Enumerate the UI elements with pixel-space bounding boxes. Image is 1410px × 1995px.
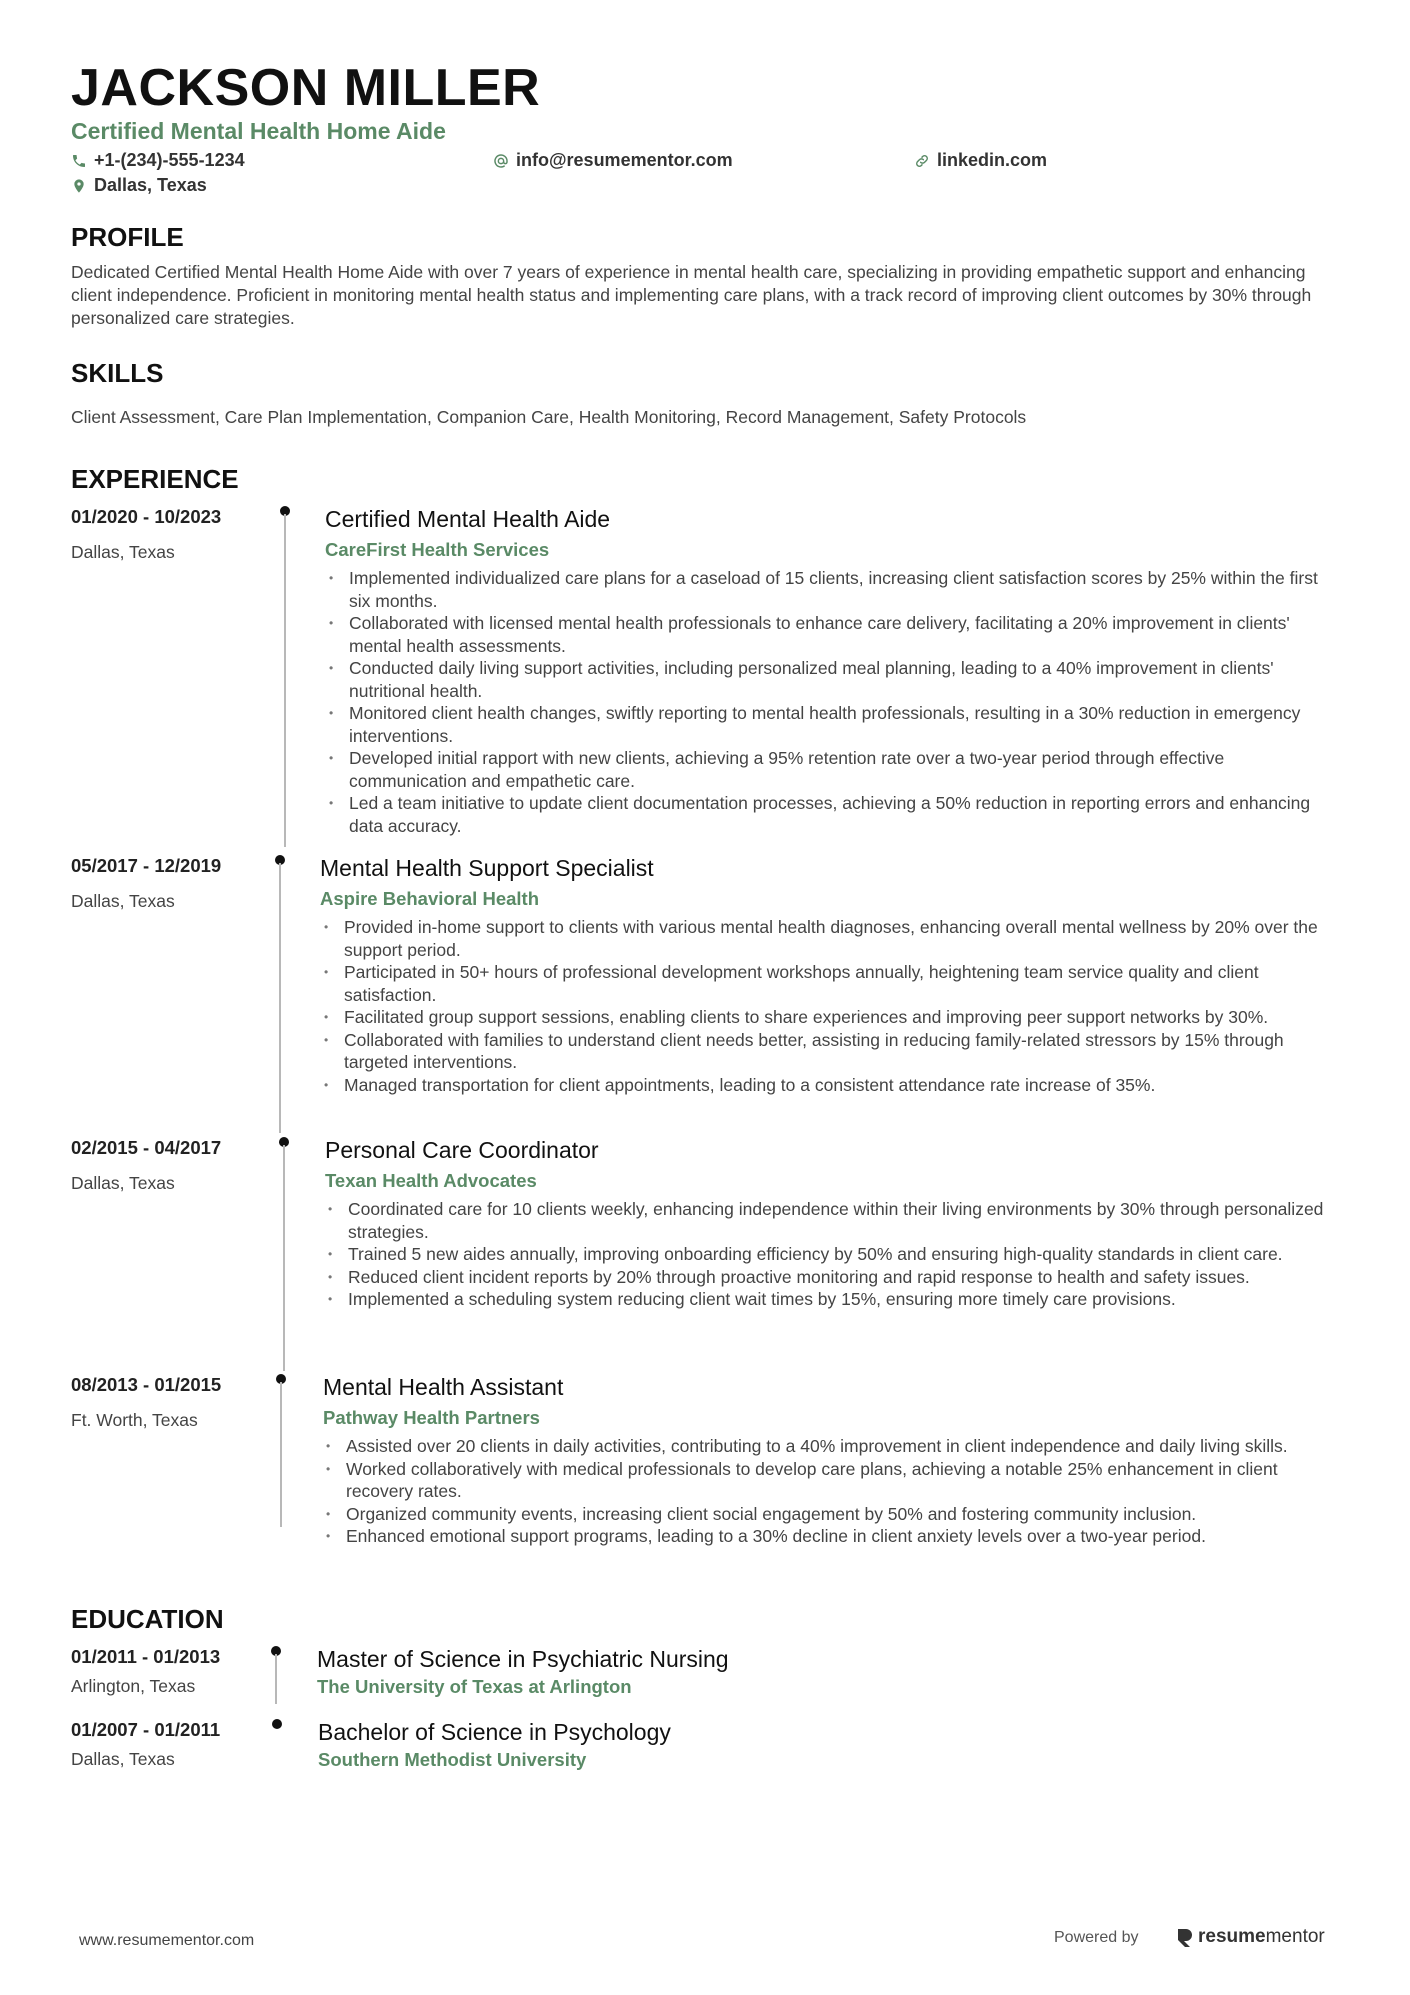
education-school: Southern Methodist University — [318, 1749, 587, 1770]
list-item: • Implemented individualized care plans for a caseload of 15 clients, increasing client satisfaction scores by 25% within the first six months. — [327, 567, 1327, 612]
education-school: The University of Texas at Arlington — [317, 1676, 632, 1697]
job-dates: 08/2013 - 01/2015 — [71, 1374, 222, 1395]
linkedin-contact[interactable] — [914, 150, 1047, 171]
job-company: CareFirst Health Services — [325, 539, 550, 560]
job-location: Dallas, Texas — [71, 542, 175, 562]
profile-heading: PROFILE — [71, 222, 184, 252]
job-location: Ft. Worth, Texas — [71, 1410, 198, 1430]
phone-text: +1-(234)-555-1234 — [94, 150, 245, 170]
email-text: info@resumementor.com — [516, 150, 733, 170]
list-item: • Monitored client health changes, swiftly reporting to mental health professionals, resulting in a 30% reduction in emergency interventions. — [327, 702, 1327, 747]
job-location: Dallas, Texas — [71, 1173, 175, 1193]
job-role: Personal Care Coordinator — [325, 1137, 599, 1163]
job-company: Aspire Behavioral Health — [320, 888, 539, 909]
education-heading: EDUCATION — [71, 1604, 224, 1634]
list-item: • Provided in-home support to clients with various mental health diagnoses, enhancing overall mental wellness by 20% over the support period. — [322, 916, 1322, 961]
timeline-line — [279, 863, 281, 1133]
list-item: • Developed initial rapport with new clients, achieving a 95% retention rate over a two-year period through effective communication and empathetic care. — [327, 747, 1327, 792]
timeline-line — [280, 1382, 282, 1527]
job-location: Dallas, Texas — [71, 891, 175, 911]
job-dates: 05/2017 - 12/2019 — [71, 855, 222, 876]
list-item: • Implemented a scheduling system reducing client wait times by 15%, ensuring more timely care provisions. — [326, 1288, 1326, 1311]
logo-text-bold: resume — [1198, 1926, 1266, 1947]
phone-contact[interactable] — [71, 150, 245, 171]
list-item: • Trained 5 new aides annually, improving onboarding efficiency by 50% and ensuring high-quality standards in client care. — [326, 1243, 1326, 1266]
timeline-line — [284, 514, 286, 847]
job-role: Certified Mental Health Aide — [325, 506, 611, 532]
list-item: • Led a team initiative to update client documentation processes, achieving a 50% reduction in reporting errors and enhancing data accuracy. — [327, 792, 1327, 837]
job-dates: 01/2020 - 10/2023 — [71, 506, 222, 527]
profile-text: Dedicated Certified Mental Health Home Aide with over 7 years of experience in mental health care, specializing in providing empathetic support and enhancing client independence. Proficient in monitoring mental health status and implementing care plans, with a track record of improving client outcomes by 30% through personalized care strategies. — [71, 262, 1312, 328]
linkedin-text: linkedin.com — [937, 150, 1048, 170]
timeline-line — [275, 1654, 277, 1704]
logo-text-light: mentor — [1265, 1926, 1325, 1947]
education-location: Dallas, Texas — [71, 1749, 175, 1769]
list-item: • Collaborated with families to understand client needs better, assisting in reducing family-related stressors by 15% through targeted interventions. — [322, 1029, 1322, 1074]
education-location: Arlington, Texas — [71, 1676, 196, 1696]
list-item: • Worked collaboratively with medical professionals to develop care plans, achieving a notable 25% enhancement in client recovery rates. — [324, 1458, 1334, 1503]
job-role: Mental Health Support Specialist — [320, 855, 654, 881]
experience-heading: EXPERIENCE — [71, 464, 239, 494]
education-degree: Master of Science in Psychiatric Nursing — [317, 1646, 729, 1672]
list-item: • Facilitated group support sessions, enabling clients to share experiences and improving peer support networks by 30%. — [322, 1006, 1322, 1029]
powered-by-text: Powered by — [1054, 1929, 1139, 1946]
logo-mark-icon — [1176, 1927, 1194, 1947]
at-icon — [493, 153, 509, 169]
education-dates: 01/2011 - 01/2013 — [71, 1646, 221, 1667]
list-item: • Managed transportation for client appointments, leading to a consistent attendance rate increase of 35%. — [322, 1074, 1322, 1097]
job-company: Pathway Health Partners — [323, 1407, 540, 1428]
map-pin-icon — [71, 178, 87, 194]
education-degree: Bachelor of Science in Psychology — [318, 1719, 671, 1745]
location-contact — [71, 175, 207, 196]
job-bullets — [322, 916, 1322, 1096]
location-text: Dallas, Texas — [94, 175, 207, 195]
list-item: • Assisted over 20 clients in daily activities, contributing to a 40% improvement in client independence and daily living skills. — [324, 1435, 1334, 1458]
contact-info — [71, 150, 1351, 202]
skills-heading: SKILLS — [71, 358, 164, 388]
candidate-name: JACKSON MILLER — [71, 59, 541, 117]
timeline-line — [283, 1145, 285, 1371]
footer-website[interactable]: www.resumementor.com — [79, 1932, 255, 1949]
skills-text: Client Assessment, Care Plan Implementation, Companion Care, Health Monitoring, Record Management, Safety Protocols — [71, 407, 1027, 427]
list-item: • Organized community events, increasing client social engagement by 50% and fostering community inclusion. — [324, 1503, 1334, 1526]
education-dates: 01/2007 - 01/2011 — [71, 1719, 221, 1740]
phone-icon — [71, 153, 87, 169]
list-item: • Enhanced emotional support programs, leading to a 30% decline in client anxiety levels over a two-year period. — [324, 1525, 1334, 1548]
list-item: • Collaborated with licensed mental health professionals to enhance care delivery, facilitating a 20% improvement in clients' mental health assessments. — [327, 612, 1327, 657]
job-dates: 02/2015 - 04/2017 — [71, 1137, 222, 1158]
list-item: • Coordinated care for 10 clients weekly, enhancing independence within their living environments by 30% through personalized strategies. — [326, 1198, 1326, 1243]
link-icon — [914, 153, 930, 169]
job-role: Mental Health Assistant — [323, 1374, 564, 1400]
job-bullets — [324, 1435, 1334, 1548]
list-item: • Conducted daily living support activities, including personalized meal planning, leading to a 40% improvement in clients' nutritional health. — [327, 657, 1327, 702]
list-item: • Participated in 50+ hours of professional development workshops annually, heightening team service quality and client satisfaction. — [322, 961, 1322, 1006]
resumementor-logo[interactable] — [1176, 1926, 1325, 1948]
candidate-title: Certified Mental Health Home Aide — [71, 118, 446, 144]
job-bullets — [326, 1198, 1326, 1311]
timeline-dot — [272, 1719, 282, 1729]
job-company: Texan Health Advocates — [325, 1170, 537, 1191]
email-contact[interactable] — [493, 150, 733, 171]
job-bullets — [327, 567, 1327, 837]
list-item: • Reduced client incident reports by 20% through proactive monitoring and rapid response to health and safety issues. — [326, 1266, 1326, 1289]
